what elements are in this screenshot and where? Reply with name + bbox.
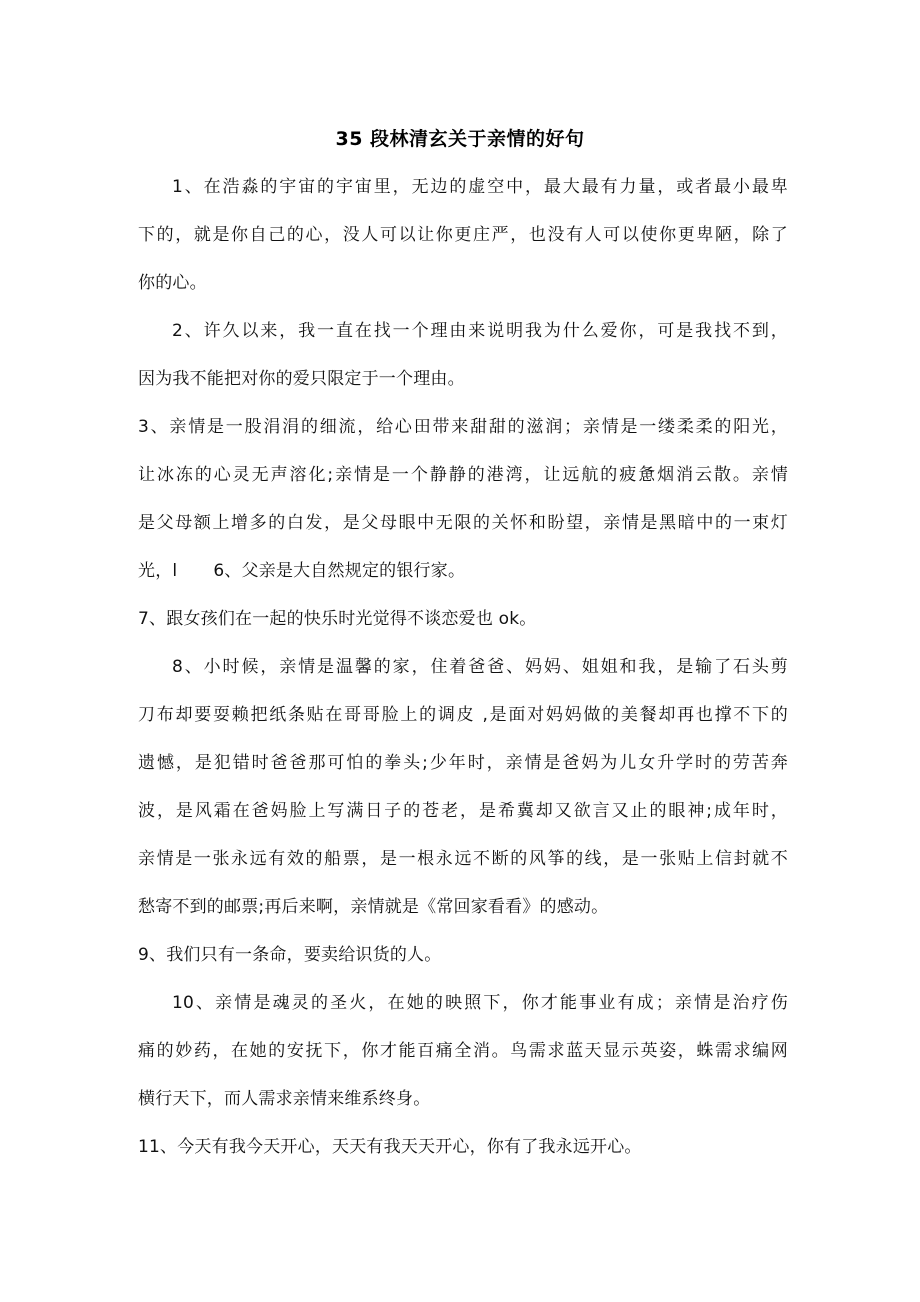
text-line: 因为我不能把对你的爱只限定于一个理由。 [138,369,465,389]
text-line: 亲情是一张永远有效的船票，是一根永远不断的风筝的线，是一张贴上信封就不 [138,849,788,869]
paragraph-7 [138,604,788,652]
paragraph-3 [138,412,788,604]
text-line: 是父母额上增多的白发，是父母眼中无限的关怀和盼望，亲情是黑暗中的一束灯 [138,513,788,533]
text-line: 10、亲情是魂灵的圣火，在她的映照下，你才能事业有成；亲情是治疗伤 [172,993,788,1013]
text-line: 痛的妙药，在她的安抚下，你才能百痛全消。鸟需求蓝天显示英姿，蛛需求编网 [138,1041,788,1061]
text-line: 你的心。 [138,273,207,293]
text-line: 横行天下，而人需求亲情来维系终身。 [138,1089,431,1109]
paragraph-2 [138,316,788,412]
text-line: 让冰冻的心灵无声溶化;亲情是一个静静的港湾，让远航的疲惫烟消云散。亲情 [138,465,788,485]
text-line: 2、许久以来，我一直在找一个理由来说明我为什么爱你，可是我找不到， [172,321,788,341]
text-line: 愁寄不到的邮票;再后来啊，亲情就是《常回家看看》的感动。 [138,897,609,917]
paragraph-6: 6、父亲是大自然规定的银行家。 [213,561,466,581]
text-line: 1、在浩淼的宇宙的宇宙里，无边的虚空中，最大最有力量，或者最小最卑 [172,177,788,197]
text-line: 波，是风霜在爸妈脸上写满日子的苍老，是希冀却又欲言又止的眼神;成年时， [138,801,788,821]
paragraph-1 [138,172,788,316]
document-title: 35 段林清玄关于亲情的好句 [335,128,585,150]
text-line: 7、跟女孩们在一起的快乐时光觉得不谈恋爱也 ok。 [138,609,537,629]
text-line: 下的，就是你自己的心，没人可以让你更庄严，也没有人可以使你更卑陋，除了 [138,225,788,245]
text-line: 遗憾，是犯错时爸爸那可怕的拳头;少年时，亲情是爸妈为儿女升学时的劳苦奔 [138,753,788,773]
paragraph-9 [138,940,788,988]
paragraph-11 [138,1132,788,1180]
text-fragment: 光，l [138,561,178,581]
text-line: 3、亲情是一股涓涓的细流，给心田带来甜甜的滋润；亲情是一缕柔柔的阳光， [138,417,788,437]
paragraph-8 [138,652,788,940]
text-line: 刀布却要耍赖把纸条贴在哥哥脸上的调皮 ,是面对妈妈做的美餐却再也撑不下的 [138,705,788,725]
document-body [138,172,788,1180]
text-line: 11、今天有我今天开心，天天有我天天开心，你有了我永远开心。 [138,1137,642,1157]
text-line-mixed [138,556,788,604]
text-line: 9、我们只有一条命，要卖给识货的人。 [138,945,442,965]
paragraph-10 [138,988,788,1132]
text-line: 8、小时候，亲情是温馨的家，住着爸爸、妈妈、姐姐和我，是输了石头剪 [172,657,788,677]
